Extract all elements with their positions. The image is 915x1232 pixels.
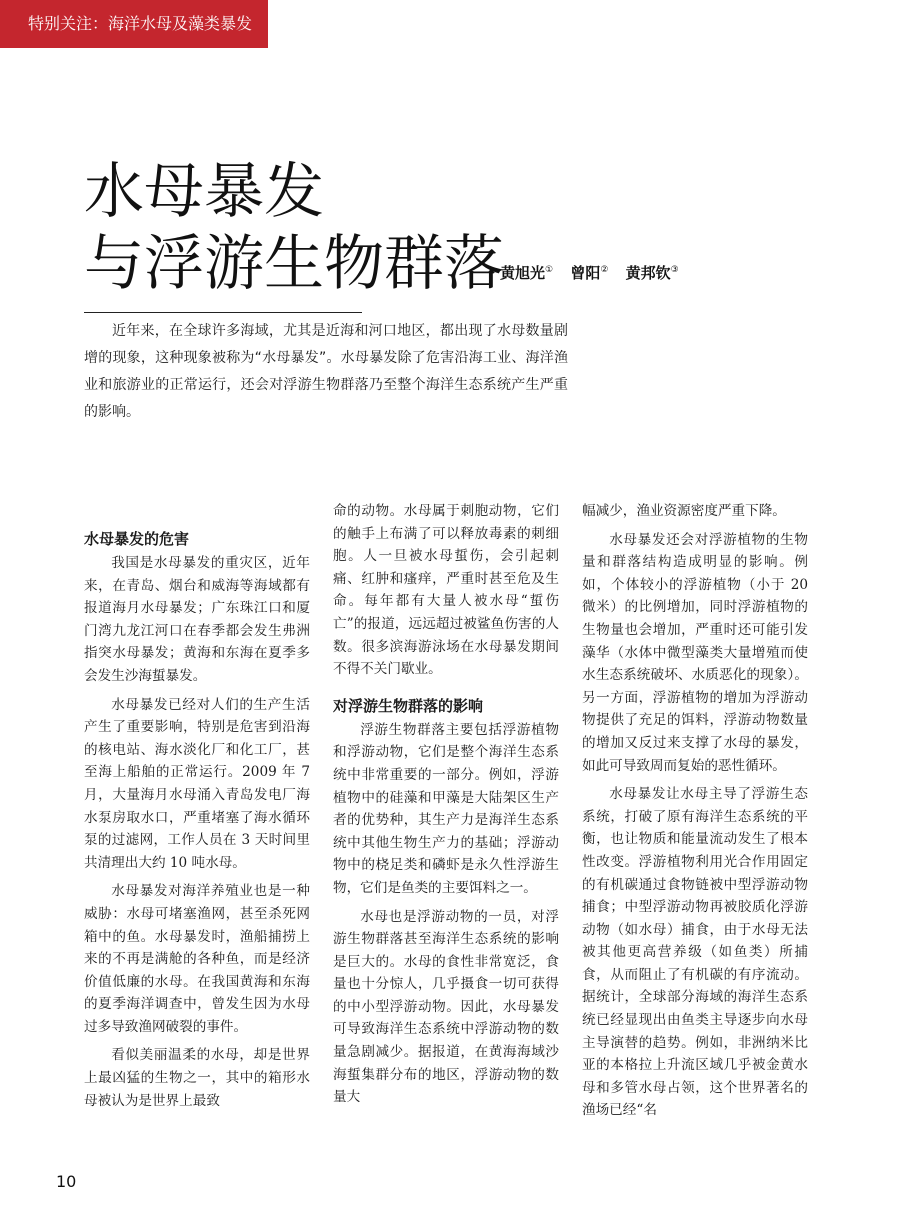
paragraph: 水母暴发还会对浮游植物的生物量和群落结构造成明显的影响。例如，个体较小的浮游植物（小于 20 微米）的比例增加，同时浮游植物的生物量也会增加，严重时还可能引发藻华（水体中微型藻类大量增殖而使水生态系统破坏、水质恶化的现象）。另一方面，浮游植物的增加为浮游动物提供了充足的饵料，浮游动物数量的增加又反过来支撑了水母的暴发，如此可导致周而复始的恶性循环。 — [582, 531, 808, 774]
paragraph: 水母暴发已经对人们的生产生活产生了重要影响，特别是危害到沿海的核电站、海水淡化厂和化工厂，甚至海上船舶的正常运行。2009 年 7 月，大量海月水母涌入青岛发电厂海水泵房取水口，严重堵塞了海水循环泵的过滤网，工作人员在 3 天时间里共清理出大约 10 吨水母。 — [84, 696, 310, 871]
paragraph: 我国是水母暴发的重灾区，近年来，在青岛、烟台和威海等海域都有报道海月水母暴发；广东珠江口和厦门湾九龙江河口在春季都会发生弗洲指突水母暴发；黄海和东海在夏季多会发生沙海蜇暴发。 — [84, 555, 310, 684]
column-2 — [333, 500, 559, 1115]
paragraph: 看似美丽温柔的水母，却是世界上最凶猛的生物之一，其中的箱形水母被认为是世界上最致 — [84, 1047, 310, 1109]
section-heading-hazards: 水母暴发的危害 — [84, 530, 190, 548]
paragraph: 水母也是浮游动物的一员，对浮游生物群落甚至海洋生态系统的影响是巨大的。水母的食性非常宽泛，食量也十分惊人，几乎摄食一切可获得的中小型浮游动物。因此，水母暴发可导致海洋生态系统中浮游动物的数量急剧减少。据报道，在黄海海域沙海蜇集群分布的地区，浮游动物的数量大 — [333, 908, 559, 1106]
section-banner: 特别关注：海洋水母及藻类暴发 — [0, 0, 268, 48]
author-2: 曾阳② — [570, 264, 609, 282]
paragraph: 水母暴发让水母主导了浮游生态系统，打破了原有海洋生态系统的平衡，也让物质和能量流动发生了根本性改变。浮游植物利用光合作用固定的有机碳通过食物链被中型浮游动物捕食；中型浮游动物再被胶质化浮游动物（如水母）捕食，由于水母无法被其他更高营养级（如鱼类）所捕食，从而阻止了有机碳的有序流动。据统计，全球部分海域的海洋生态系统已经显现出由鱼类主导逐步向水母主导演替的趋势。例如，非洲纳米比亚的本格拉上升流区域几乎被金黄水母和多管水母占领，这个世界著名的渔场已经“名 — [582, 786, 808, 1119]
abstract: 近年来，在全球许多海域，尤其是近海和河口地区，都出现了水母数量剧增的现象，这种现象被称为“水母暴发”。水母暴发除了危害沿海工业、海洋渔业和旅游业的正常运行，还会对浮游生物群落乃至整个海洋生态系统产生严重的影响。 — [84, 323, 568, 420]
page-number: 10 — [56, 1172, 77, 1191]
paragraph-continued: 命的动物。水母属于刺胞动物，它们的触手上布满了可以释放毒素的刺细胞。人一旦被水母蜇伤，会引起刺痛、红肿和瘙痒，严重时甚至危及生命。每年都有大量人被水母“蜇伤亡”的报道，远远超过被鲨鱼伤害的人数。很多滨海游泳场在水母暴发期间不得不关门歇业。 — [333, 503, 559, 678]
title-divider — [84, 312, 362, 313]
paragraph: 浮游生物群落主要包括浮游植物和浮游动物，它们是整个海洋生态系统中非常重要的一部分。例如，浮游植物中的硅藻和甲藻是大陆架区生产者的优势种，其生产力是海洋生态系统中其他生物生产力的基础；浮游动物中的桡足类和磷虾是永久性浮游生物，它们是鱼类的主要饵料之一。 — [333, 721, 559, 896]
author-list — [500, 262, 691, 283]
author-1: 黄旭光① — [500, 264, 554, 282]
section-heading-plankton: 对浮游生物群落的影响 — [333, 696, 484, 715]
paragraph: 水母暴发对海洋养殖业也是一种威胁：水母可堵塞渔网，甚至杀死网箱中的鱼。水母暴发时，渔船捕捞上来的不再是满舱的各种鱼，而是经济价值低廉的水母。在我国黄海和东海的夏季海洋调查中，曾发生因为水母过多导致渔网破裂的事件。 — [84, 883, 310, 1035]
author-3: 黄邦钦③ — [625, 264, 679, 282]
title-line-1: 水母暴发 — [84, 157, 324, 227]
column-1 — [84, 528, 310, 1118]
column-3 — [582, 500, 808, 1128]
paragraph-continued: 幅减少，渔业资源密度严重下降。 — [582, 503, 786, 519]
title-line-2: 与浮游生物群落 — [84, 229, 504, 299]
